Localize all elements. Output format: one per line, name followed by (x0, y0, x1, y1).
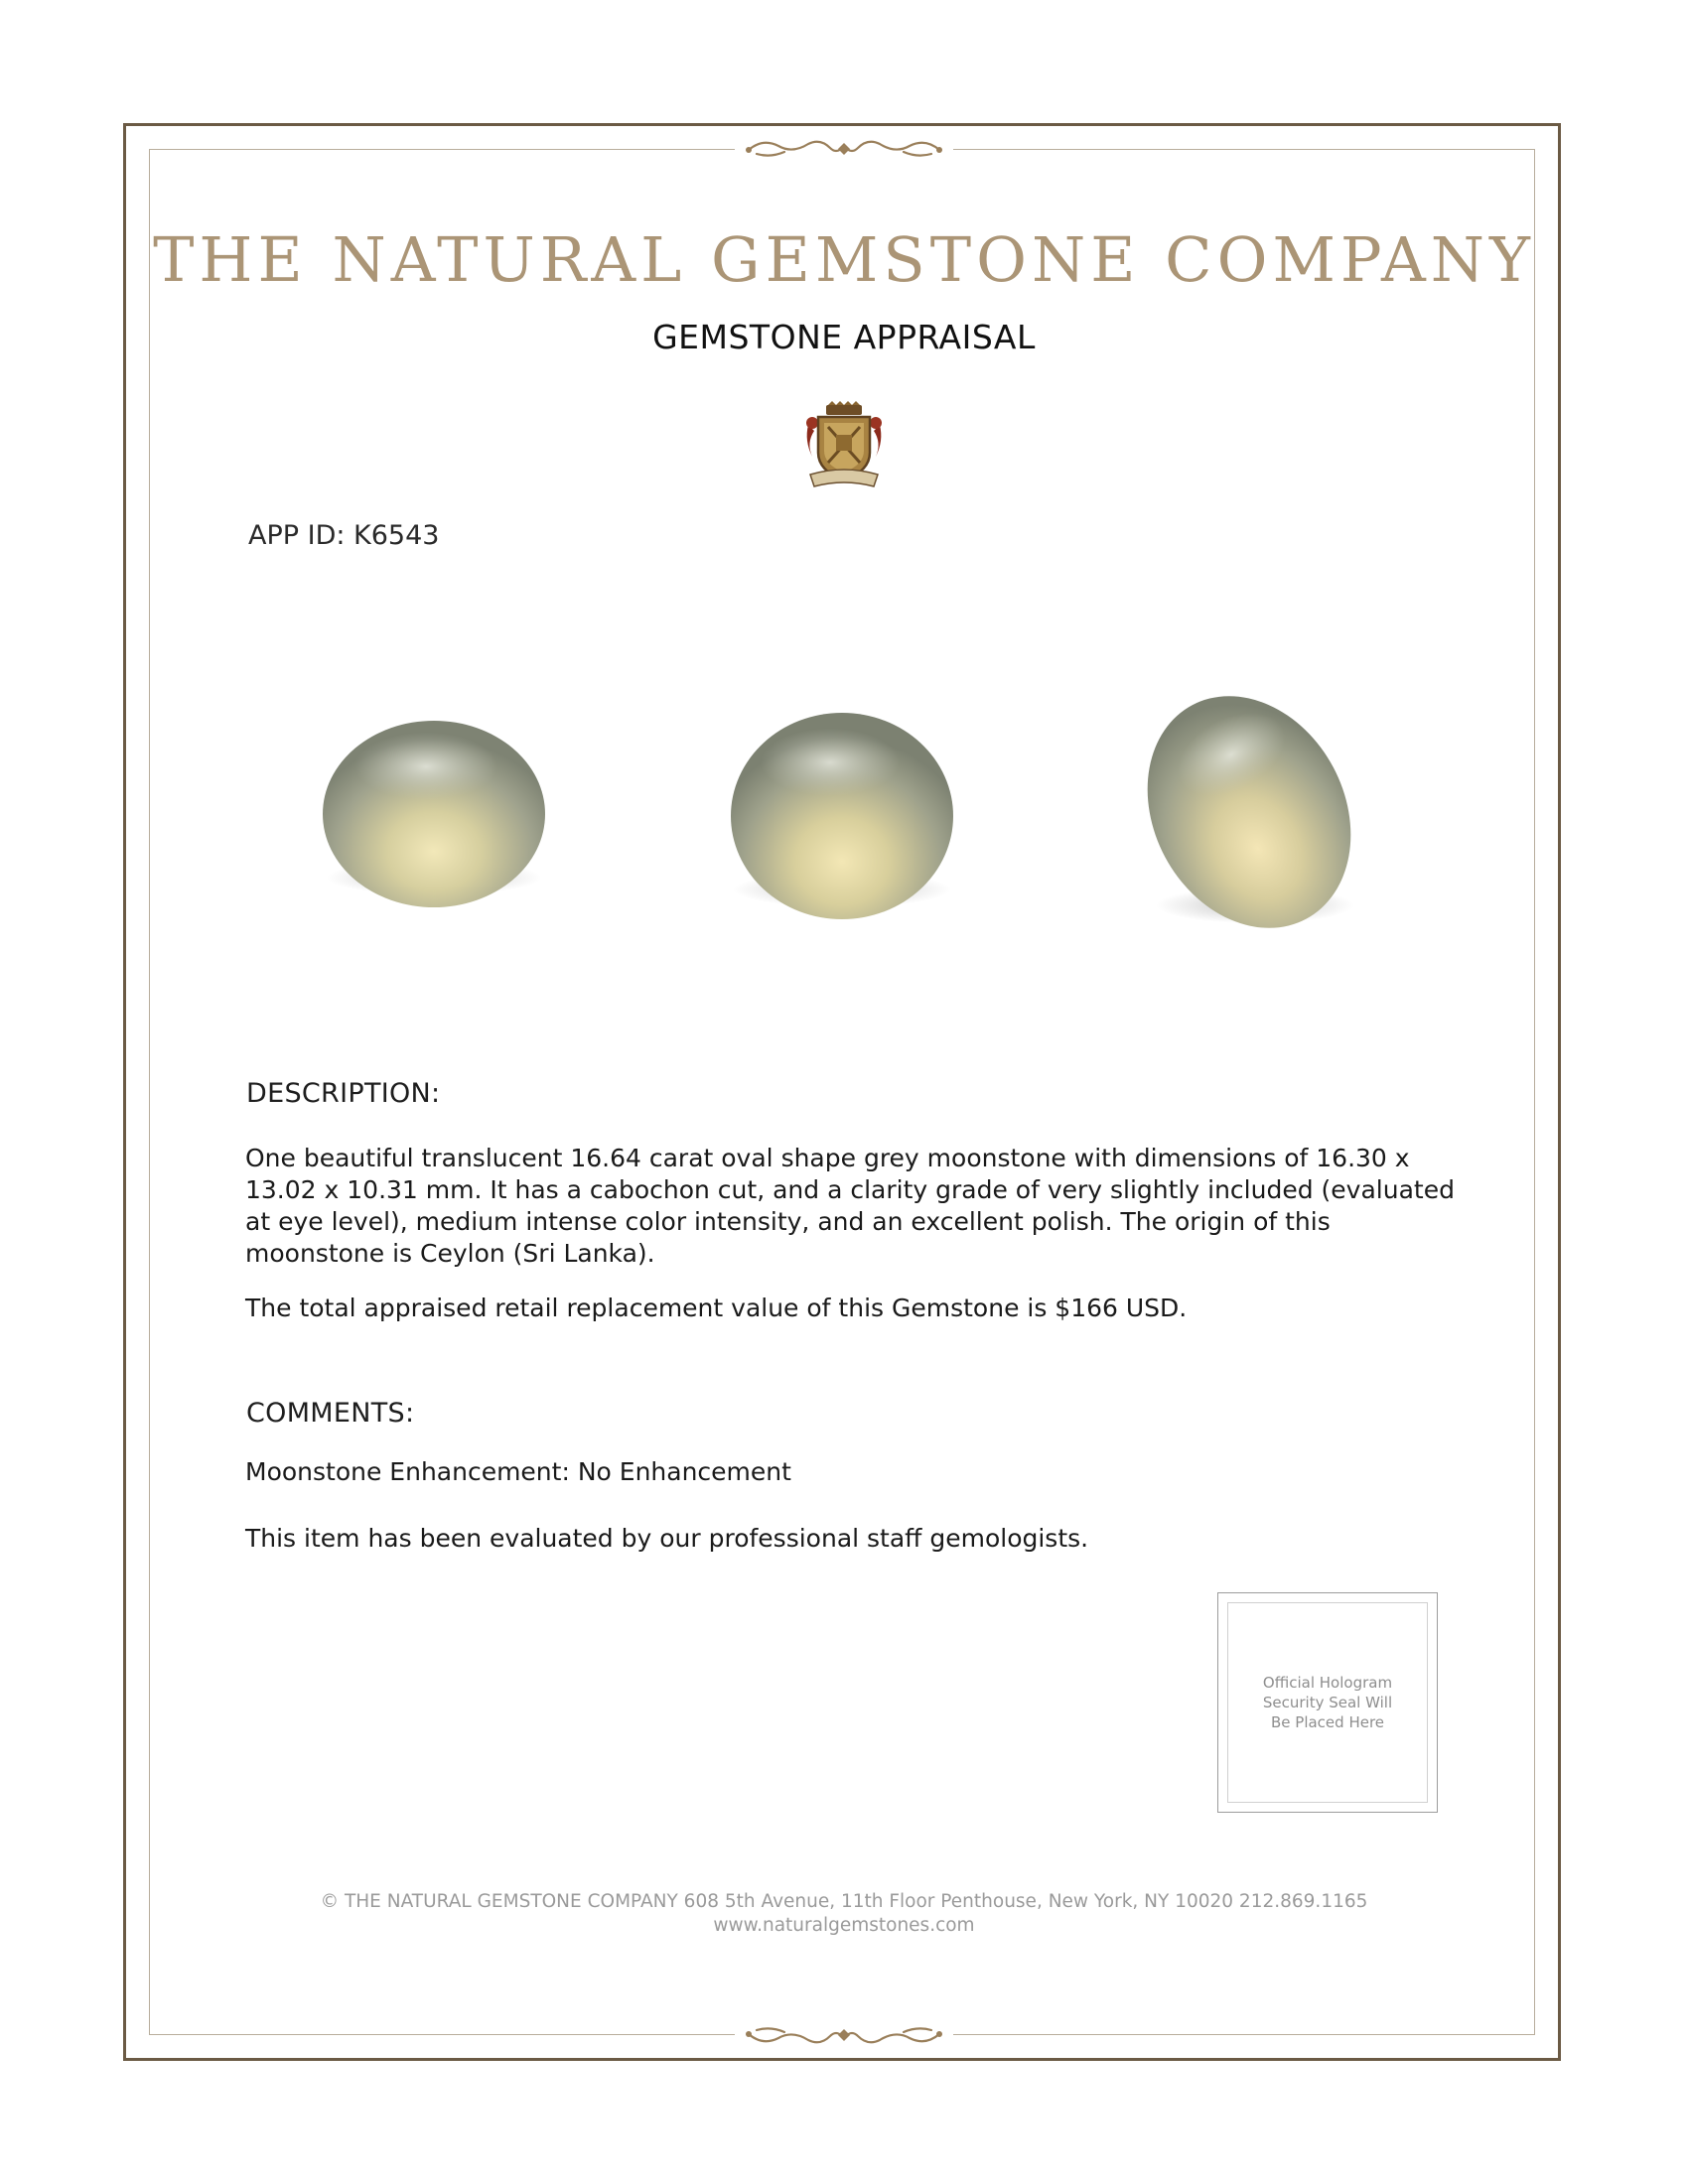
document-title: GEMSTONE APPRAISAL (652, 318, 1036, 356)
flourish-bottom-icon (735, 2020, 953, 2050)
comments-heading: COMMENTS: (246, 1398, 415, 1429)
footer-website: www.naturalgemstones.com (713, 1915, 975, 1936)
gemstone-photo-side (653, 617, 1031, 999)
gemstone-photo-front (245, 617, 623, 999)
description-text: One beautiful translucent 16.64 carat oval shape grey moonstone with dimensions of 16.30 x 13.02 x 10.31 mm. It has a cabochon cut, and a clarity grade of very slightly included (evaluated at eye level), medium intense color intensity, and an excellent polish. The origin of this moonstone is Ceylon (Sri Lanka). (245, 1144, 1455, 1268)
seal-inner-border (1227, 1602, 1428, 1803)
footer-address: © THE NATURAL GEMSTONE COMPANY 608 5th Avenue, 11th Floor Penthouse, New York, NY 10020 212.869.1165 (320, 1891, 1368, 1912)
gemstone-photo-angled (1060, 617, 1438, 999)
hologram-seal-placeholder (1217, 1592, 1438, 1813)
appraised-value-text: The total appraised retail replacement value of this Gemstone is $166 USD. (245, 1294, 1188, 1322)
flourish-top-icon (735, 134, 953, 164)
company-name: THE NATURAL GEMSTONE COMPANY (153, 223, 1535, 296)
seal-text: Official Hologram Security Seal Will Be Placed Here (1262, 1674, 1393, 1731)
heraldic-crest-icon (802, 401, 886, 492)
enhancement-text: Moonstone Enhancement: No Enhancement (245, 1457, 791, 1486)
app-id-label: APP ID: K6543 (248, 520, 440, 551)
description-heading: DESCRIPTION: (246, 1078, 441, 1109)
evaluation-text: This item has been evaluated by our professional staff gemologists. (245, 1524, 1089, 1553)
